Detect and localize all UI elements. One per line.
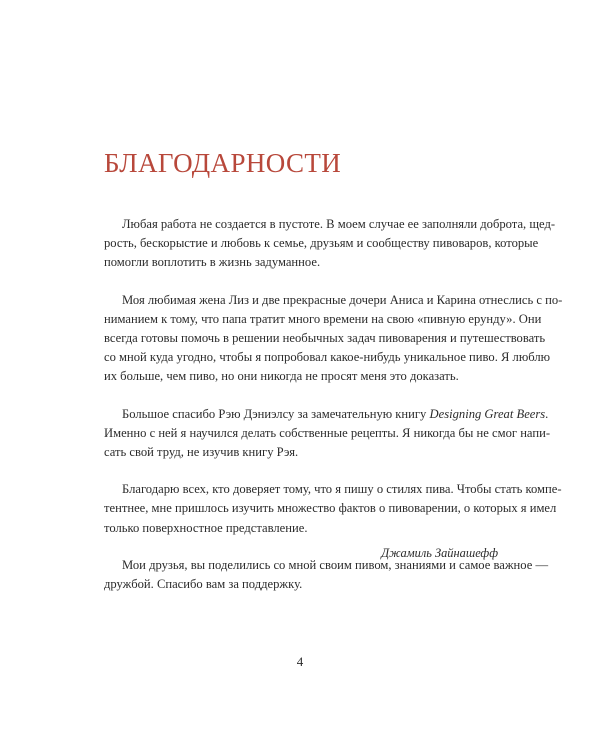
paragraph-line: ниманием к тому, что папа тратит много времени на свою «пивную ерунду». Они [104, 311, 542, 326]
paragraph-line: рость, бескорыстие и любовь к семье, друзьям и сообществу пивоваров, которые [104, 236, 539, 251]
paragraph-line: Любая работа не создается в пустоте. В моем случае ее заполняли доброта, щед- [122, 217, 556, 231]
paragraph-line: Именно с ней я научился делать собственные рецепты. Я никогда бы не смог напи- [104, 425, 551, 440]
paragraph-line: всегда готовы помочь в решении необычных задач пивоварения и путешествовать [104, 331, 546, 346]
paragraph-line [104, 405, 549, 424]
paragraph-line: их больше, чем пиво, но они никогда не просят меня это доказать. [104, 369, 459, 384]
paragraph-line: сать свой труд, не изучив книгу Рэя. [104, 445, 299, 460]
page-title: БЛАГОДАРНОСТИ [104, 148, 342, 178]
book-title: Designing Great Beers [429, 406, 546, 421]
paragraph-4 [104, 480, 562, 538]
paragraph-line: помогли воплотить в жизнь задуманное. [104, 255, 321, 270]
page-number: 4 [296, 654, 304, 669]
paragraph-3 [104, 405, 551, 463]
paragraph-text: Большое спасибо Рэю Дэниэлсу за замечательную книгу [122, 406, 430, 421]
paragraph-text: . [545, 406, 549, 421]
paragraph-line: тентнее, мне пришлось изучить множество фактов о пивоварении, о которых я имел [104, 501, 557, 516]
paragraph-1 [104, 215, 556, 273]
paragraph-line: только поверхностное представление. [104, 520, 308, 535]
paragraph-line: Благодарю всех, кто доверяет тому, что я пишу о стилях пива. Чтобы стать компе- [122, 482, 562, 497]
paragraph-5 [104, 556, 549, 594]
paragraph-line: со мной куда угодно, чтобы я попробовал какое-нибудь уникальное пиво. Я люблю [104, 350, 551, 365]
paragraph-2 [104, 291, 563, 387]
paragraph-line: дружбой. Спасибо вам за поддержку. [104, 577, 303, 592]
paragraph-line: Моя любимая жена Лиз и две прекрасные дочери Аниса и Карина отнеслись с по- [122, 292, 563, 307]
paragraph-line: Мои друзья, вы поделились со мной своим пивом, знаниями и самое важное — [122, 557, 549, 572]
author-signature: Джамиль Зайнашефф [381, 546, 498, 560]
